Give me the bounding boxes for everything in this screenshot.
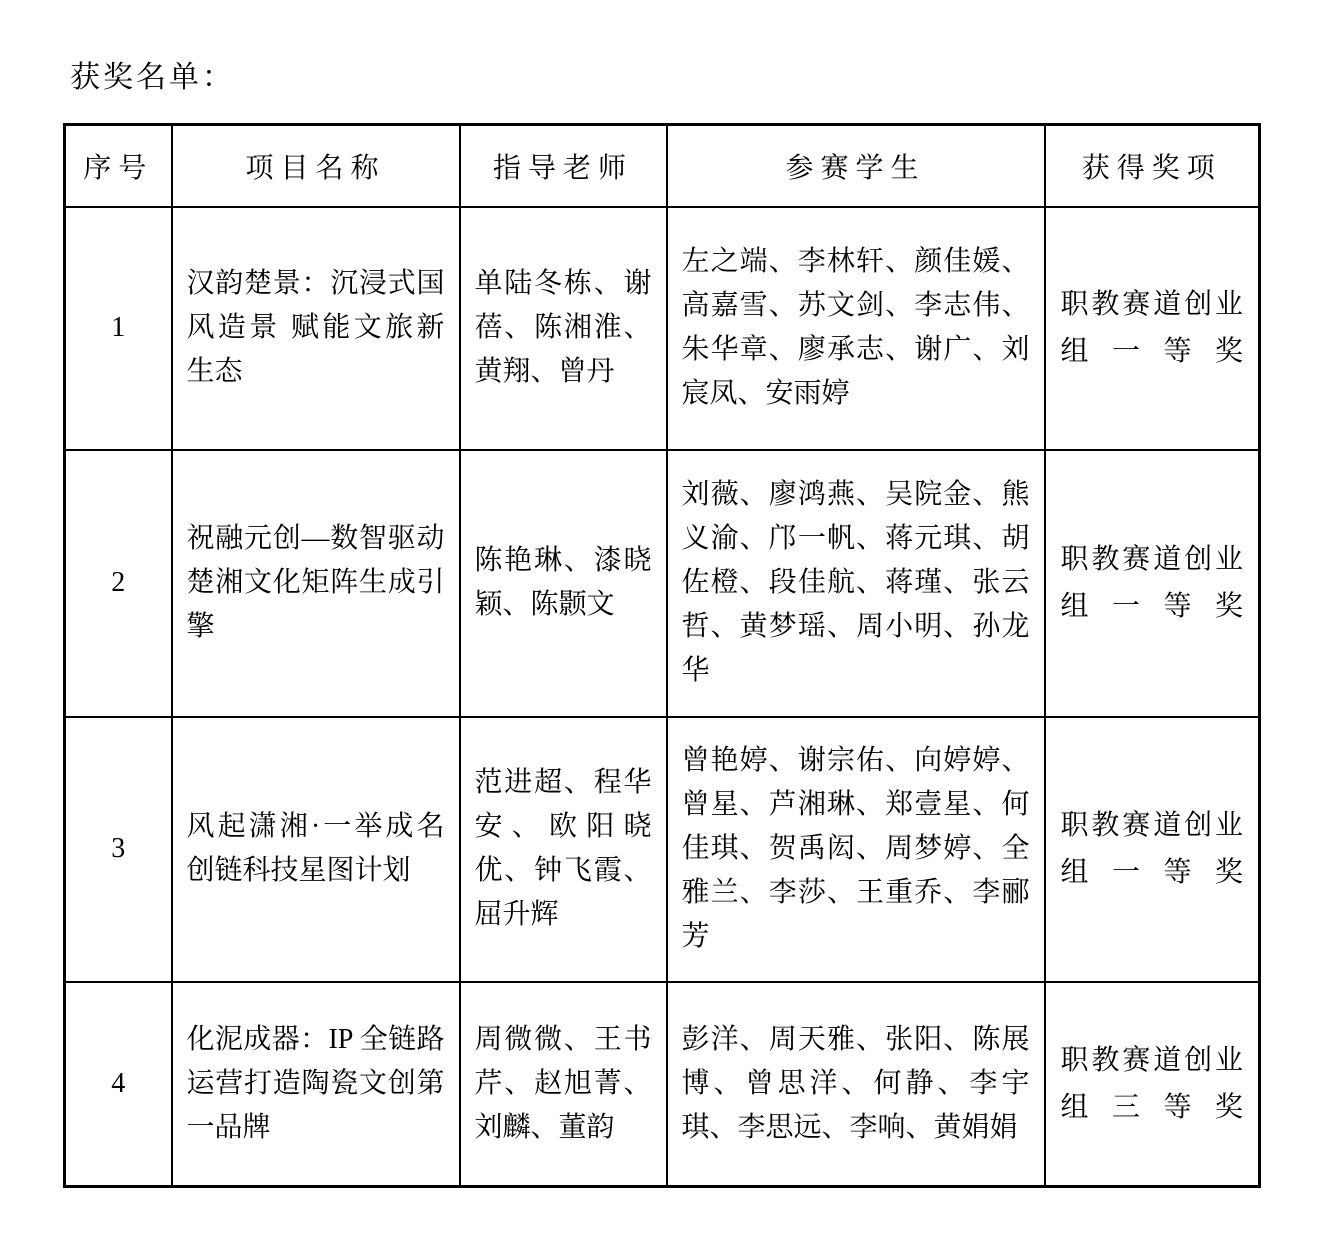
students-cell: 曾艳婷、谢宗佑、向婷婷、曾星、芦湘琳、郑壹星、何佳琪、贺禹闳、周梦婷、全雅兰、李莎、王重乔、李郦芳 (667, 717, 1045, 982)
advisors-cell: 单陆冬栋、谢蓓、陈湘淮、黄翔、曾丹 (460, 207, 667, 450)
students-cell: 左之端、李林轩、颜佳媛、高嘉雪、苏文剑、李志伟、朱华章、廖承志、谢广、刘宸凤、安雨婷 (667, 207, 1045, 450)
project-name-cell: 汉韵楚景：沉浸式国风造景 赋能文旅新生态 (172, 207, 460, 450)
award-list-table (63, 123, 1261, 1188)
students-cell: 刘薇、廖鸿燕、吴院金、熊义渝、邝一帆、蒋元琪、胡佐橙、段佳航、蒋瑾、张云哲、黄梦瑶、周小明、孙龙华 (667, 450, 1045, 717)
advisors-cell: 范进超、程华安、欧阳晓优、钟飞霞、屈升辉 (460, 717, 667, 982)
col-header-project-name: 项目名称 (172, 125, 460, 207)
advisors-cell: 陈艳琳、漆晓颖、陈颢文 (460, 450, 667, 717)
project-name-cell: 化泥成器：IP 全链路运营打造陶瓷文创第一品牌 (172, 982, 460, 1187)
serial-cell: 2 (65, 450, 172, 717)
advisors-cell: 周微微、王书芹、赵旭菁、刘麟、董韵 (460, 982, 667, 1187)
project-name-cell: 风起潇湘·一举成名创链科技星图计划 (172, 717, 460, 982)
serial-cell: 1 (65, 207, 172, 450)
project-name-cell: 祝融元创—数智驱动楚湘文化矩阵生成引擎 (172, 450, 460, 717)
table-row (65, 982, 1260, 1187)
award-cell: 职教赛道创业组三等奖 (1045, 982, 1260, 1187)
col-header-serial: 序号 (65, 125, 172, 207)
serial-cell: 3 (65, 717, 172, 982)
table-row (65, 717, 1260, 982)
header-row (65, 125, 1260, 207)
award-cell: 职教赛道创业组一等奖 (1045, 450, 1260, 717)
award-cell: 职教赛道创业组一等奖 (1045, 207, 1260, 450)
col-header-award: 获得奖项 (1045, 125, 1260, 207)
students-cell: 彭洋、周天雅、张阳、陈展博、曾思洋、何静、李宇琪、李思远、李响、黄娟娟 (667, 982, 1045, 1187)
table-row (65, 207, 1260, 450)
table-row (65, 450, 1260, 717)
page-title: 获奖名单： (70, 61, 235, 94)
award-cell: 职教赛道创业组一等奖 (1045, 717, 1260, 982)
col-header-students: 参赛学生 (667, 125, 1045, 207)
serial-cell: 4 (65, 982, 172, 1187)
col-header-advisors: 指导老师 (460, 125, 667, 207)
